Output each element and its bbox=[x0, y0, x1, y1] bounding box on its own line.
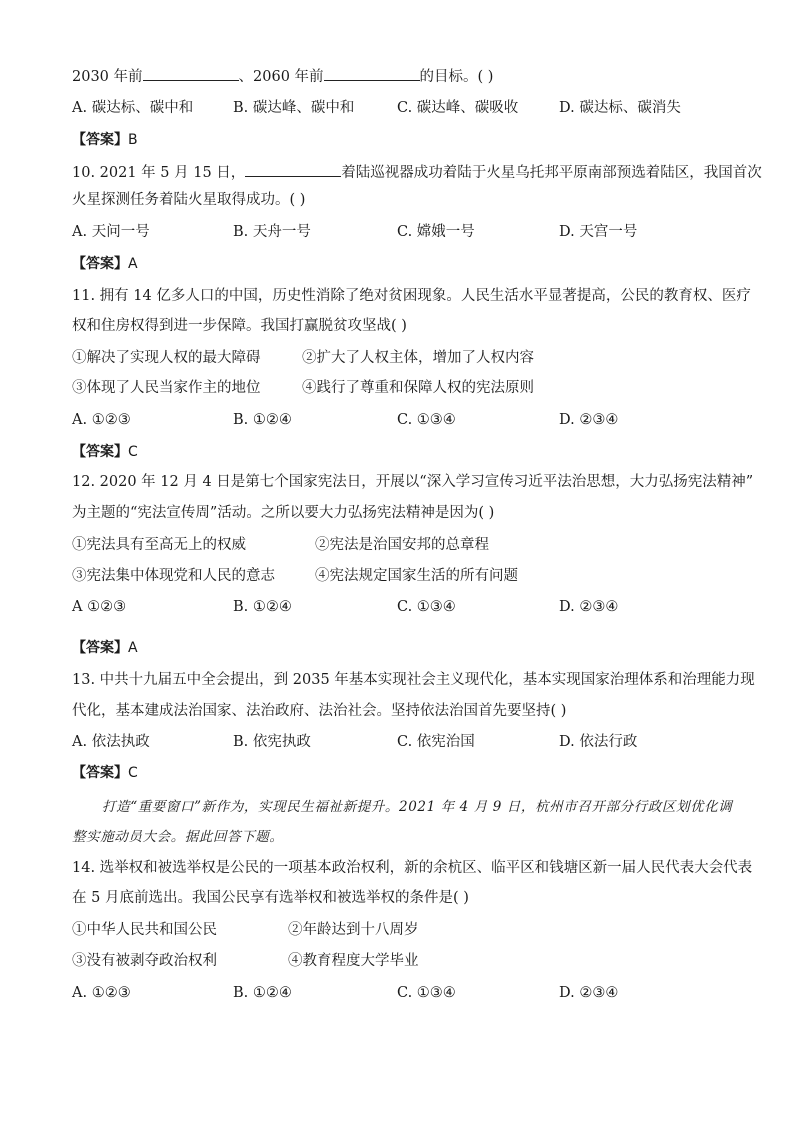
q11-item-4: ④践行了尊重和保障人权的宪法原则 bbox=[302, 380, 534, 396]
q10-text-pre: 10. 2021 年 5 月 15 日， bbox=[72, 165, 246, 181]
q10-option-a: A. 天问一号 bbox=[72, 224, 150, 240]
q11-option-d: D. ②③④ bbox=[559, 412, 619, 428]
q10-option-b: B. 天舟一号 bbox=[233, 224, 311, 240]
question-12-stem: 12. 2020 年 12 月 4 日是第七个国家宪法日，开展以“深入学习宣传习近平法治思想，大力弘扬宪法精神” bbox=[72, 474, 754, 490]
q11-option-c: C. ①③④ bbox=[397, 412, 456, 428]
answer-value: C bbox=[128, 765, 138, 781]
q12-option-c: C. ①③④ bbox=[397, 599, 456, 615]
q12-option-d: D. ②③④ bbox=[559, 599, 619, 615]
answer-blank bbox=[324, 66, 420, 81]
q10-answer bbox=[72, 254, 138, 274]
q14-item-4: ④教育程度大学毕业 bbox=[288, 953, 419, 969]
q11-item-3: ③体现了人民当家作主的地位 bbox=[72, 380, 261, 396]
q14-item-3: ③没有被剥夺政治权利 bbox=[72, 953, 217, 969]
q13-option-a: A. 依法执政 bbox=[72, 734, 150, 750]
q12-item-3: ③宪法集中体现党和人民的意志 bbox=[72, 568, 275, 584]
answer-label: 【答案】 bbox=[72, 256, 128, 272]
q12-item-2: ②宪法是治国安邦的总章程 bbox=[315, 537, 489, 553]
question-9-stem bbox=[72, 66, 493, 87]
answer-label: 【答案】 bbox=[72, 765, 128, 781]
answer-blank bbox=[245, 162, 341, 177]
q13-stem-line2: 代化，基本建成法治国家、法治政府、法治社会。坚持依法治国首先要坚持( ) bbox=[72, 703, 567, 719]
question-11-stem: 11. 拥有 14 亿多人口的中国，历史性消除了绝对贫困现象。人民生活水平显著提高，公民的教育权、医疗 bbox=[72, 288, 751, 304]
q14-stem-line2: 在 5 月底前选出。我国公民享有选举权和被选举权的条件是( ) bbox=[72, 890, 469, 906]
answer-value: B bbox=[128, 132, 138, 148]
q9-answer bbox=[72, 130, 138, 150]
q11-answer bbox=[72, 442, 138, 462]
q12-answer bbox=[72, 638, 138, 658]
q9-text-post: 的目标。( ) bbox=[419, 69, 494, 85]
q9-option-c: C. 碳达峰、碳吸收 bbox=[397, 100, 519, 116]
q12-option-a: A ①②③ bbox=[72, 599, 127, 615]
q12-stem-line2: 为主题的“宪法宣传周”活动。之所以要大力弘扬宪法精神是因为( ) bbox=[72, 505, 495, 521]
q9-option-a: A. 碳达标、碳中和 bbox=[72, 100, 194, 116]
q9-text-mid: 、2060 年前 bbox=[238, 69, 324, 85]
q12-item-4: ④宪法规定国家生活的所有问题 bbox=[315, 568, 518, 584]
answer-value: C bbox=[128, 444, 138, 460]
q13-option-c: C. 依宪治国 bbox=[397, 734, 475, 750]
answer-label: 【答案】 bbox=[72, 640, 128, 656]
answer-value: A bbox=[128, 640, 138, 656]
question-13-stem: 13. 中共十九届五中全会提出，到 2035 年基本实现社会主义现代化，基本实现国家治理体系和治理能力现 bbox=[72, 672, 755, 688]
q10-stem-line2: 火星探测任务着陆火星取得成功。( ) bbox=[72, 192, 306, 208]
q14-option-c: C. ①③④ bbox=[397, 985, 456, 1001]
q14-item-1: ①中华人民共和国公民 bbox=[72, 922, 217, 938]
question-14-stem: 14. 选举权和被选举权是公民的一项基本政治权利，新的余杭区、临平区和钱塘区新一届人民代表大会代表 bbox=[72, 860, 753, 876]
q11-option-b: B. ①②④ bbox=[233, 412, 292, 428]
material-passage-line1: 打造“重要窗口”新作为，实现民生福祉新提升。2021 年 4 月 9 日，杭州市召开部分行政区划优化调 bbox=[102, 799, 733, 815]
q14-item-2: ②年龄达到十八周岁 bbox=[288, 922, 419, 938]
q10-option-d: D. 天宫一号 bbox=[559, 224, 638, 240]
q12-item-1: ①宪法具有至高无上的权威 bbox=[72, 537, 246, 553]
answer-label: 【答案】 bbox=[72, 132, 128, 148]
q11-item-2: ②扩大了人权主体，增加了人权内容 bbox=[302, 350, 534, 366]
q13-option-b: B. 依宪执政 bbox=[233, 734, 311, 750]
q11-option-a: A. ①②③ bbox=[72, 412, 131, 428]
q9-option-d: D. 碳达标、碳消失 bbox=[559, 100, 681, 116]
q14-option-d: D. ②③④ bbox=[559, 985, 619, 1001]
q13-answer bbox=[72, 763, 138, 783]
answer-label: 【答案】 bbox=[72, 444, 128, 460]
answer-blank bbox=[143, 66, 239, 81]
q11-stem-line2: 权和住房权得到进一步保障。我国打赢脱贫攻坚战( ) bbox=[72, 318, 407, 334]
q13-option-d: D. 依法行政 bbox=[559, 734, 638, 750]
q11-item-1: ①解决了实现人权的最大障碍 bbox=[72, 350, 261, 366]
q9-text-pre: 2030 年前 bbox=[72, 69, 143, 85]
q12-option-b: B. ①②④ bbox=[233, 599, 292, 615]
q14-option-a: A. ①②③ bbox=[72, 985, 131, 1001]
question-10-stem bbox=[72, 162, 762, 183]
q10-text-post: 着陆巡视器成功着陆于火星乌托邦平原南部预选着陆区，我国首次 bbox=[341, 165, 762, 181]
material-passage-line2: 整实施动员大会。据此回答下题。 bbox=[72, 829, 284, 845]
q14-option-b: B. ①②④ bbox=[233, 985, 292, 1001]
q9-option-b: B. 碳达峰、碳中和 bbox=[233, 100, 355, 116]
q10-option-c: C. 嫦娥一号 bbox=[397, 224, 475, 240]
answer-value: A bbox=[128, 256, 138, 272]
